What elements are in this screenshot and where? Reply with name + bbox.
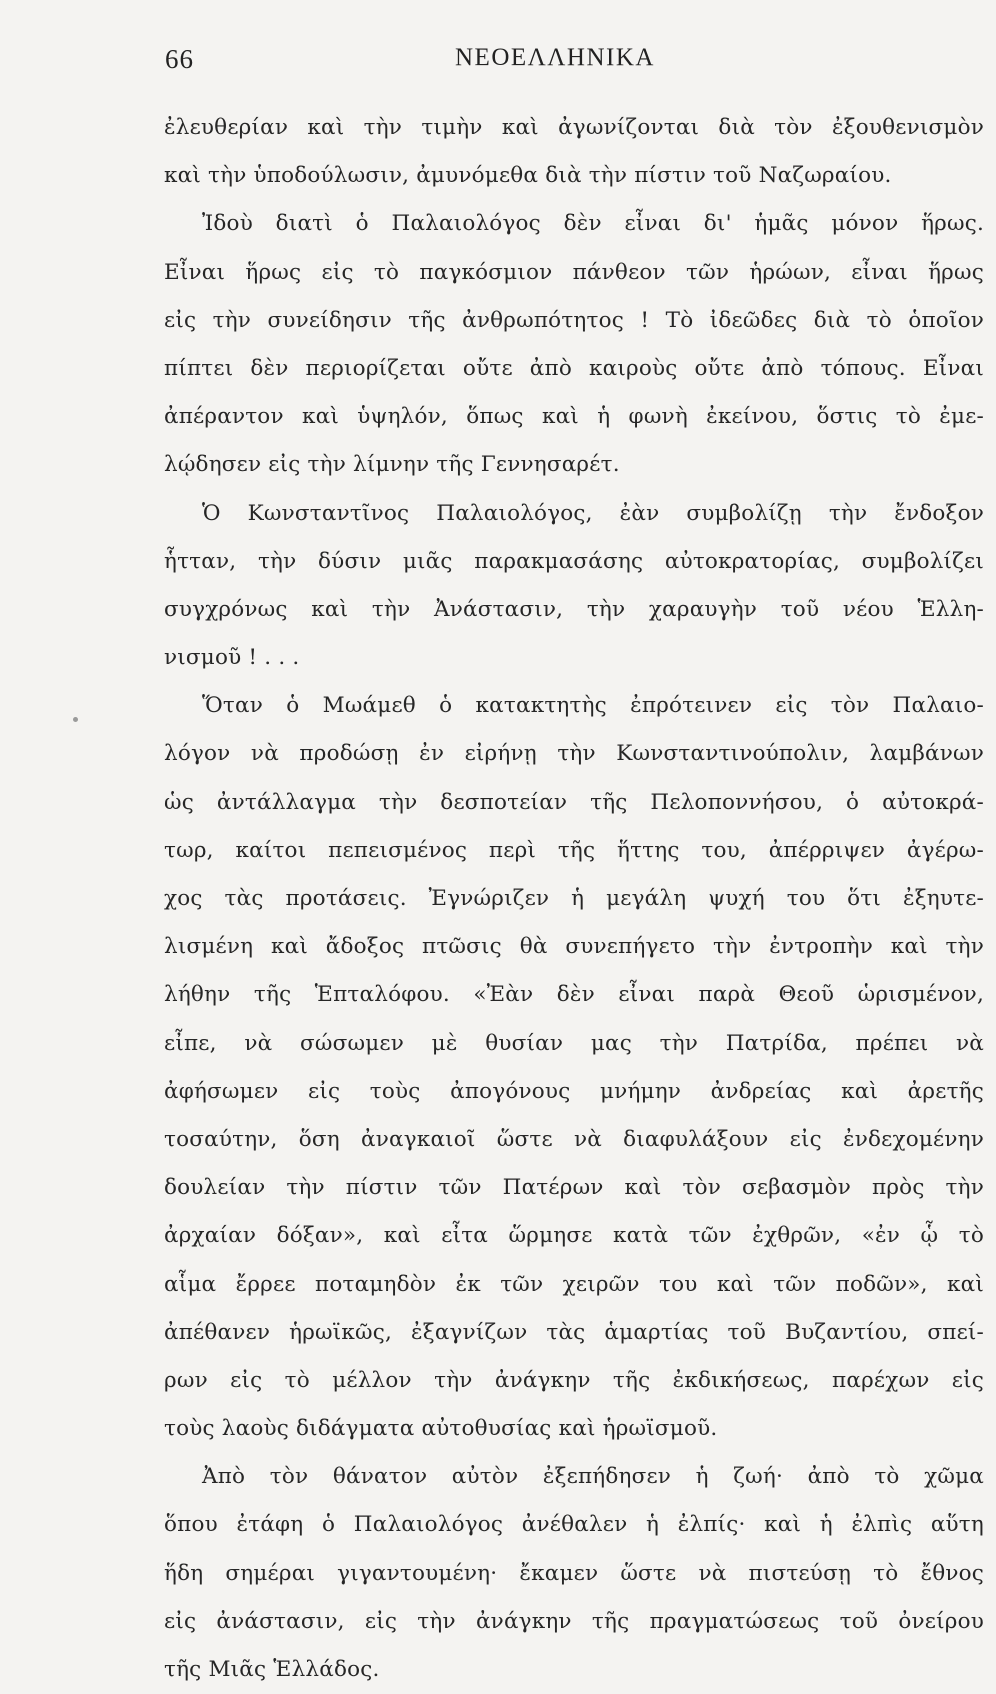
text-line: λῴδησεν εἰς τὴν λίμνην τῆς Γεννησαρέτ. (164, 452, 620, 478)
text-line: ἀπέραντον καὶ ὑψηλόν, ὅπως καὶ ἡ φωνὴ ἐκείνου, ὅστις τὸ ἐμε- (164, 404, 984, 430)
text-line: ἧτταν, τὴν δύσιν μιᾶς παρακμασάσης αὐτοκρατορίας, συμβολίζει (164, 548, 984, 574)
text-line: καὶ τὴν ὑποδούλωσιν, ἀμυνόμεθα διὰ τὴν πίστιν τοῦ Ναζωραίου. (164, 163, 892, 189)
text-line: ἐλευθερίαν καὶ τὴν τιμὴν καὶ ἀγωνίζονται διὰ τὸν ἐξουθενισμὸν (164, 115, 984, 140)
text-line: αἷμα ἔρρεε ποταμηδὸν ἐκ τῶν χειρῶν του καὶ τῶν ποδῶν», καὶ (164, 1271, 984, 1297)
text-line: Ὅταν ὁ Μωάμεθ ὁ κατακτητὴς ἐπρότεινεν εἰς τὸν Παλαιο- (202, 693, 984, 719)
text-line: Εἶναι ἥρως εἰς τὸ παγκόσμιον πάνθεον τῶν ἡρώων, εἶναι ἥρως (164, 259, 984, 285)
text-line: λήθην τῆς Ἑπταλόφου. «Ἐὰν δὲν εἶναι παρὰ Θεοῦ ὡρισμένον, (164, 982, 984, 1008)
text-line: εἶπε, νὰ σώσωμεν μὲ θυσίαν μας τὴν Πατρίδα, πρέπει νὰ (164, 1030, 984, 1056)
text-line: δουλείαν τὴν πίστιν τῶν Πατέρων καὶ τὸν σεβασμὸν πρὸς τὴν (164, 1175, 984, 1201)
page-number: 66 (165, 44, 194, 74)
text-line: Ἀπὸ τὸν θάνατον αὐτὸν ἐξεπήδησεν ἡ ζωή· ἀπὸ τὸ χῶμα (202, 1464, 984, 1490)
text-line: πίπτει δὲν περιορίζεται οὔτε ἀπὸ καιροὺς οὔτε ἀπὸ τόπους. Εἶναι (164, 355, 984, 381)
body-text (164, 104, 984, 1694)
page-header (0, 44, 996, 80)
text-line: συγχρόνως καὶ τὴν Ἀνάστασιν, τὴν χαραυγὴν τοῦ νέου Ἑλλη- (164, 596, 984, 622)
text-line: ἀφήσωμεν εἰς τοὺς ἀπογόνους μνήμην ἀνδρείας καὶ ἀρετῆς (164, 1078, 984, 1104)
running-title: ΝΕΟΕΛΛΗΝΙΚΑ (455, 44, 655, 71)
text-line: Ὁ Κωνσταντῖνος Παλαιολόγος, ἐὰν συμβολίζῃ τὴν ἔνδοξον (202, 500, 984, 526)
text-line: λόγον νὰ προδώσῃ ἐν εἰρήνῃ τὴν Κωνσταντινούπολιν, λαμβάνων (164, 741, 984, 767)
text-line: τοὺς λαοὺς διδάγματα αὐτοθυσίας καὶ ἡρωϊσμοῦ. (164, 1416, 718, 1442)
text-line: ἀπέθανεν ἡρωϊκῶς, ἐξαγνίζων τὰς ἁμαρτίας τοῦ Βυζαντίου, σπεί- (164, 1319, 984, 1345)
text-line: λισμένη καὶ ἄδοξος πτῶσις θὰ συνεπήγετο τὴν ἐντροπὴν καὶ τὴν (164, 934, 984, 960)
text-line: τωρ, καίτοι πεπεισμένος περὶ τῆς ἥττης του, ἀπέρριψεν ἀγέρω- (164, 837, 984, 863)
text-line: ὅπου ἐτάφη ὁ Παλαιολόγος ἀνέθαλεν ἡ ἐλπίς· καὶ ἡ ἐλπὶς αὕτη (164, 1512, 984, 1538)
text-line: Ἰδοὺ διατὶ ὁ Παλαιολόγος δὲν εἶναι δι' ἡμᾶς μόνον ἥρως. (202, 211, 984, 237)
text-line: εἰς ἀνάστασιν, εἰς τὴν ἀνάγκην τῆς πραγματώσεως τοῦ ὀνείρου (164, 1608, 984, 1634)
text-line: ἥδη σημέραι γιγαντουμένη· ἔκαμεν ὥστε νὰ πιστεύσῃ τὸ ἔθνος (164, 1560, 984, 1586)
text-line: τῆς Μιᾶς Ἑλλάδος. (164, 1657, 380, 1682)
text-line: χος τὰς προτάσεις. Ἐγνώριζεν ἡ μεγάλη ψυχή του ὅτι ἐξηυτε- (164, 886, 984, 911)
text-line: ρων εἰς τὸ μέλλον τὴν ἀνάγκην τῆς ἐκδικήσεως, παρέχων εἰς (164, 1367, 984, 1393)
text-line: τοσαύτην, ὅση ἀναγκαιοῖ ὥστε νὰ διαφυλάξουν εἰς ἐνδεχομένην (164, 1126, 984, 1152)
text-line: εἰς τὴν συνείδησιν τῆς ἀνθρωπότητος ! Τὸ ἰδεῶδες διὰ τὸ ὁποῖον (164, 307, 984, 333)
text-line: ὡς ἀντάλλαγμα τὴν δεσποτείαν τῆς Πελοποννήσου, ὁ αὐτοκρά- (164, 789, 984, 815)
text-line: νισμοῦ ! . . . (164, 645, 300, 671)
print-speck (73, 717, 78, 722)
text-line: ἀρχαίαν δόξαν», καὶ εἶτα ὥρμησε κατὰ τῶν ἐχθρῶν, «ἐν ᾧ τὸ (164, 1223, 984, 1249)
